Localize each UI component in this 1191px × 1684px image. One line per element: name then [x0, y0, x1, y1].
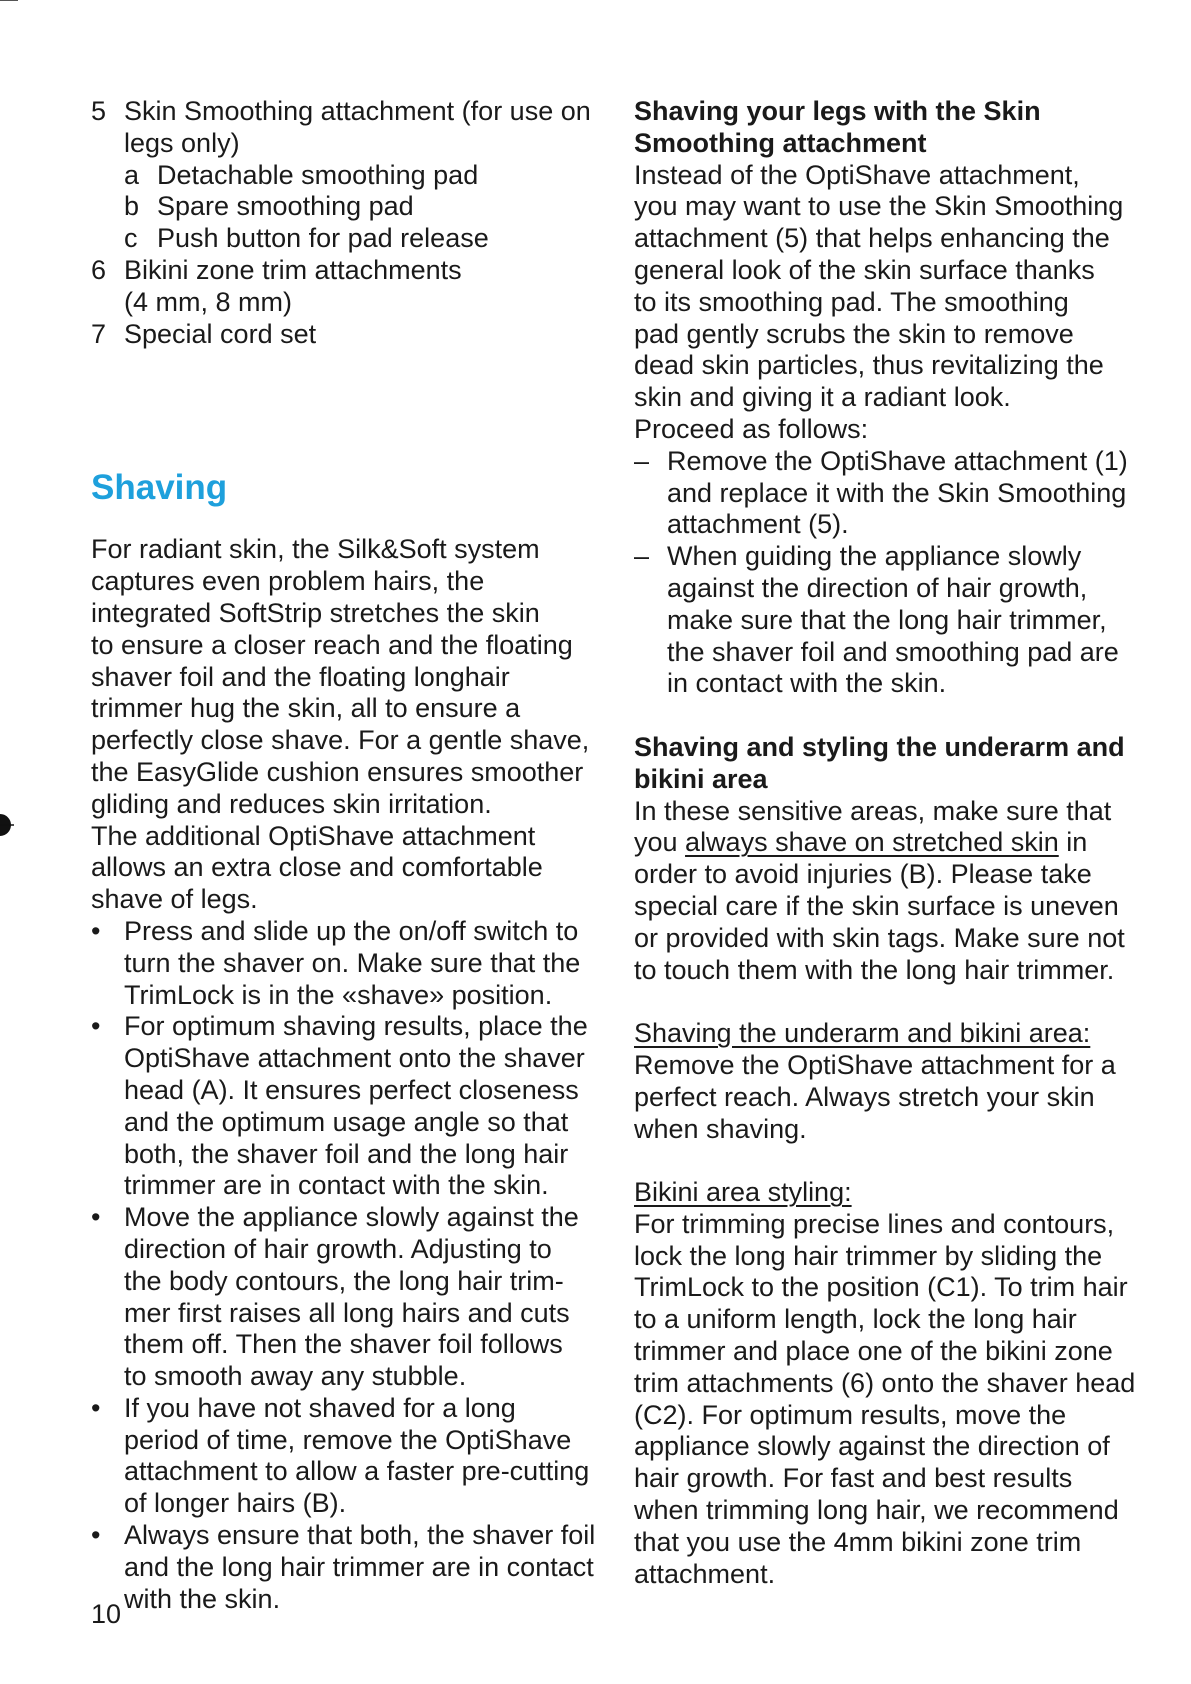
text-line: in contact with the skin.	[667, 668, 947, 699]
underarm-sub1-body	[634, 1050, 1154, 1145]
parts-item-6	[91, 255, 601, 319]
bullet-icon: •	[91, 915, 101, 946]
text-line: to ensure a closer reach and the floating	[91, 629, 573, 660]
text-line: (C2). For optimum results, move the	[634, 1399, 1067, 1430]
right-column	[634, 96, 1154, 1590]
heading-line: Shaving your legs with the Skin	[634, 96, 1041, 126]
underarm-subheading	[634, 1018, 1154, 1050]
text-line: In these sensitive areas, make sure that	[634, 795, 1112, 826]
text-line: Always ensure that both, the shaver foil	[124, 1520, 596, 1551]
text-line: TrimLock to the position (C1). To trim hair	[634, 1272, 1128, 1303]
text-line: For trimming precise lines and contours,	[634, 1208, 1115, 1239]
text-line: order to avoid injuries (B). Please take	[634, 859, 1092, 890]
legs-body	[634, 160, 1154, 446]
legs-heading	[634, 96, 1154, 160]
bullet-item	[91, 916, 601, 1011]
dash-icon: –	[634, 541, 650, 572]
text-line: Press and slide up the on/off switch to	[124, 915, 579, 946]
legs-steps	[634, 446, 1154, 700]
bullet-item	[91, 1393, 601, 1520]
text-line: when shaving.	[634, 1113, 807, 1144]
text-line: special care if the skin surface is uneven	[634, 890, 1119, 921]
text-line: captures even problem hairs, the	[91, 566, 485, 597]
text-line: skin and giving it a radiant look.	[634, 382, 1011, 413]
item-text: (4 mm, 8 mm)	[124, 286, 292, 317]
text-line: you may want to use the Skin Smoothing	[634, 191, 1124, 222]
text-line: against the direction of hair growth,	[667, 572, 1088, 603]
text-line: to touch them with the long hair trimmer.	[634, 954, 1115, 985]
text-line: The additional OptiShave attachment	[91, 820, 536, 851]
item-number: 5	[91, 96, 107, 126]
bullet-icon: •	[91, 1520, 101, 1551]
text-line: attachment.	[634, 1558, 776, 1589]
text-line: attachment (5).	[667, 509, 849, 540]
text-line: perfectly close shave. For a gentle shave,	[91, 725, 590, 756]
parts-item-7	[91, 319, 601, 351]
text-line: mer first raises all long hairs and cuts	[124, 1297, 570, 1328]
text-line: with the skin.	[124, 1583, 281, 1614]
shaving-bullets	[91, 916, 601, 1616]
item-text: Push button for pad release	[157, 223, 489, 254]
underlined-emphasis: always shave on stretched skin	[685, 827, 1059, 858]
text-line: make sure that the long hair trimmer,	[667, 604, 1107, 635]
text-line: If you have not shaved for a long	[124, 1392, 516, 1423]
section-heading-shaving: Shaving	[91, 468, 228, 508]
text-line: them off. Then the shaver foil follows	[124, 1329, 563, 1360]
text-line: the shaver foil and smoothing pad are	[667, 636, 1119, 667]
item-text: Bikini zone trim attachments	[124, 254, 462, 285]
bullet-item	[91, 1202, 601, 1393]
text-line: appliance slowly against the direction of	[634, 1431, 1110, 1462]
item-letter: b	[124, 191, 140, 222]
text-line: trim attachments (6) onto the shaver head	[634, 1367, 1136, 1398]
text-line: and the optimum usage angle so that	[124, 1106, 569, 1137]
bikini-styling-subheading	[634, 1177, 1154, 1209]
text-line: perfect reach. Always stretch your skin	[634, 1081, 1095, 1112]
text-line: trimmer hug the skin, all to ensure a	[91, 693, 521, 724]
text-line: head (A). It ensures perfect closeness	[124, 1074, 579, 1105]
item-text: Special cord set	[124, 318, 317, 349]
bikini-styling-body	[634, 1209, 1154, 1591]
text-line: trimmer are in contact with the skin.	[124, 1170, 549, 1201]
text-line: When guiding the appliance slowly	[667, 541, 1082, 572]
text-line: attachment to allow a faster pre-cutting	[124, 1456, 590, 1487]
bullet-icon: •	[91, 1202, 101, 1233]
page-number: 10	[91, 1599, 122, 1629]
text-line: the body contours, the long hair trim-	[124, 1265, 564, 1296]
heading-line: Smoothing attachment	[634, 127, 927, 158]
text-line: shaver foil and the floating longhair	[91, 661, 510, 692]
text-line: Move the appliance slowly against the	[124, 1202, 579, 1233]
text-line: shave of legs.	[91, 884, 258, 915]
text-line: both, the shaver foil and the long hair	[124, 1138, 569, 1169]
text-line: direction of hair growth. Adjusting to	[124, 1233, 552, 1264]
text-line: turn the shaver on. Make sure that the	[124, 947, 581, 978]
text-line	[634, 827, 1154, 859]
item-text: Spare smoothing pad	[157, 191, 414, 222]
text-line: For optimum shaving results, place the	[124, 1011, 588, 1042]
left-column	[91, 96, 601, 1615]
item-text: Skin Smoothing attachment (for use on	[124, 96, 591, 126]
text-line: to a uniform length, lock the long hair	[634, 1304, 1077, 1335]
parts-item-5b	[91, 191, 601, 223]
text-line: general look of the skin surface thanks	[634, 254, 1095, 285]
text-line: dead skin particles, thus revitalizing the	[634, 350, 1104, 381]
text-line: period of time, remove the OptiShave	[124, 1424, 572, 1455]
text-line: Instead of the OptiShave attachment,	[634, 159, 1080, 190]
text-line: Remove the OptiShave attachment for a	[634, 1049, 1116, 1080]
text-line: to smooth away any stubble.	[124, 1361, 467, 1392]
text-line: gliding and reduces skin irritation.	[91, 788, 492, 819]
text-line: and the long hair trimmer are in contact	[124, 1551, 594, 1582]
text-line: of longer hairs (B).	[124, 1488, 347, 1519]
text-line: For radiant skin, the Silk&Soft system	[91, 534, 540, 565]
dash-item	[634, 446, 1154, 541]
underarm-heading	[634, 732, 1154, 796]
shaving-intro	[91, 534, 601, 916]
bullet-item	[91, 1011, 601, 1202]
item-number: 6	[91, 254, 107, 285]
text-line: and replace it with the Skin Smoothing	[667, 477, 1127, 508]
item-number: 7	[91, 318, 107, 349]
text-line: the EasyGlide cushion ensures smoother	[91, 756, 584, 787]
text-line: Proceed as follows:	[634, 413, 869, 444]
item-text: Detachable smoothing pad	[157, 159, 479, 190]
text-line: trimmer and place one of the bikini zone	[634, 1336, 1113, 1367]
subheading-text: Shaving the underarm and bikini area:	[634, 1018, 1091, 1049]
text-line: when trimming long hair, we recommend	[634, 1495, 1119, 1526]
registration-mark-icon	[0, 811, 14, 839]
parts-item-5a	[91, 160, 601, 192]
text-fragment: in	[1058, 827, 1088, 858]
parts-item-5c	[91, 223, 601, 255]
text-line: or provided with skin tags. Make sure not	[634, 922, 1125, 953]
underarm-body	[634, 796, 1154, 987]
text-line: allows an extra close and comfortable	[91, 852, 543, 883]
text-line: OptiShave attachment onto the shaver	[124, 1043, 585, 1074]
text-line: TrimLock is in the «shave» position.	[124, 979, 553, 1010]
subheading-text: Bikini area styling:	[634, 1177, 852, 1208]
text-line: attachment (5) that helps enhancing the	[634, 223, 1110, 254]
parts-item-5	[91, 96, 601, 160]
bullet-icon: •	[91, 1011, 101, 1042]
text-line: pad gently scrubs the skin to remove	[634, 318, 1074, 349]
bullet-icon: •	[91, 1392, 101, 1423]
text-line: lock the long hair trimmer by sliding the	[634, 1240, 1103, 1271]
heading-line: bikini area	[634, 763, 768, 794]
item-text: legs only)	[124, 127, 240, 158]
dash-item	[634, 541, 1154, 700]
parts-list	[91, 96, 601, 350]
text-line: that you use the 4mm bikini zone trim	[634, 1526, 1082, 1557]
heading-line: Shaving and styling the underarm and	[634, 731, 1125, 762]
text-fragment: you	[634, 827, 686, 858]
item-letter: c	[124, 223, 138, 254]
text-line: integrated SoftStrip stretches the skin	[91, 597, 540, 628]
text-line: Remove the OptiShave attachment (1)	[667, 445, 1128, 476]
text-line: hair growth. For fast and best results	[634, 1463, 1073, 1494]
text-line: to its smoothing pad. The smoothing	[634, 286, 1069, 317]
item-letter: a	[124, 159, 140, 190]
dash-icon: –	[634, 445, 650, 476]
bullet-item	[91, 1520, 601, 1615]
crop-mark-line	[0, 0, 18, 1]
